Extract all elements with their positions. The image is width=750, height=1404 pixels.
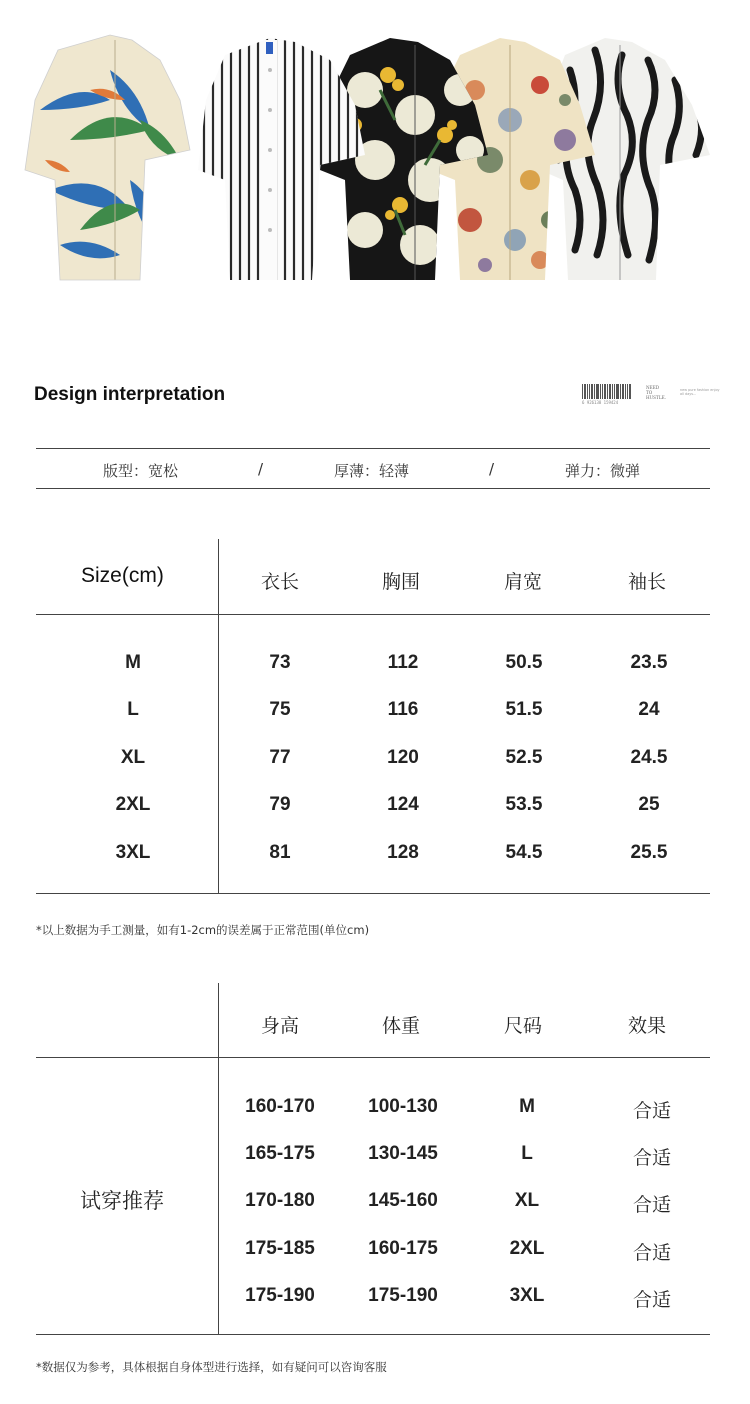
recommend-label: 试穿推荐 [80,1189,164,1213]
table-cell: 3XL [509,1285,545,1306]
table-cell: 170-180 [245,1190,315,1211]
table-row-size: XL [120,747,146,768]
table-cell: 100-130 [368,1096,438,1117]
spec-separator: / [489,460,495,478]
need-to-hustle-stamp [646,385,674,400]
table-cell: 81 [269,842,291,863]
measurement-note: *以上数据为手工测量，如有1-2cm的误差属于正常范围(单位cm) [36,923,370,937]
size-header-sleeve: 袖长 [628,571,667,593]
table-cell: 52.5 [505,747,543,768]
recommend-header-size: 尺码 [504,1015,543,1037]
table-cell: 51.5 [505,699,543,720]
reference-note: *数据仅为参考，具体根据自身体型进行选择，如有疑问可以咨询客服 [36,1360,387,1374]
spec-thickness: 厚薄：轻薄 [334,462,410,480]
recommend-header-divider [36,1057,710,1058]
table-cell: 23.5 [630,652,668,673]
spec-top-divider [36,448,710,449]
table-cell: 175-190 [368,1285,438,1306]
stamp-line: TO [646,390,653,395]
table-row-size: M [125,652,141,673]
table-cell: 116 [387,699,419,720]
table-cell: 128 [387,842,419,863]
table-cell: 合适 [632,1147,671,1169]
table-cell: 165-175 [245,1143,315,1164]
table-cell: 合适 [632,1289,671,1311]
table-cell: 77 [269,747,291,768]
table-cell: 145-160 [368,1190,438,1211]
tiny-decorative-text: new pure fashion enjoy all days... [680,388,720,397]
spec-fit: 版型：宽松 [103,462,179,480]
table-cell: 75 [269,699,291,720]
size-header-length: 衣长 [261,571,300,593]
size-table-vertical-divider [218,539,219,894]
recommend-header-effect: 效果 [628,1015,667,1037]
spec-elasticity: 弹力：微弹 [565,462,641,480]
table-cell: 54.5 [505,842,543,863]
recommend-header-height: 身高 [261,1015,300,1037]
spec-separator: / [258,460,264,478]
table-cell: 50.5 [505,652,543,673]
shirts-illustration [20,30,720,285]
tropical-leaf-shirt-icon [20,30,200,285]
stamp-line: HUSTLE. [646,395,667,400]
table-cell: 120 [387,747,419,768]
table-cell: 124 [387,794,419,815]
recommend-table-vertical-divider [218,983,219,1335]
table-cell: 160-175 [368,1238,438,1259]
table-cell: 73 [269,652,291,673]
table-cell: 79 [269,794,291,815]
size-header-divider [36,614,710,615]
table-cell: 合适 [632,1194,671,1216]
table-row-size: L [127,699,139,720]
size-header-chest: 胸围 [382,571,421,593]
size-table-bottom-divider [36,893,710,894]
size-header-shoulder: 肩宽 [504,571,543,593]
table-cell: 2XL [509,1238,545,1259]
table-cell: 175-185 [245,1238,315,1259]
table-row-size: 2XL [115,794,151,815]
barcode-icon [582,384,634,406]
table-cell: L [521,1143,533,1164]
stamp-line: NEED [646,385,660,390]
table-cell: 160-170 [245,1096,315,1117]
table-cell: 24.5 [630,747,668,768]
table-cell: 25.5 [630,842,668,863]
table-cell: 24 [638,699,660,720]
barcode-number: 6 926138 159424 [582,400,619,405]
table-cell: 53.5 [505,794,543,815]
table-cell: 25 [638,794,660,815]
table-cell: XL [514,1190,540,1211]
product-shirts-strip [20,30,720,285]
table-cell: 合适 [632,1242,671,1264]
design-interpretation-title: Design interpretation [34,384,226,405]
table-cell: 112 [387,652,419,673]
spec-bottom-divider [36,488,710,489]
table-cell: M [519,1096,535,1117]
table-row-size: 3XL [115,842,151,863]
table-cell: 合适 [632,1100,671,1122]
table-cell: 175-190 [245,1285,315,1306]
recommend-table-bottom-divider [36,1334,710,1335]
size-table-title: Size(cm) [81,564,164,587]
table-cell: 130-145 [368,1143,438,1164]
recommend-header-weight: 体重 [382,1015,421,1037]
